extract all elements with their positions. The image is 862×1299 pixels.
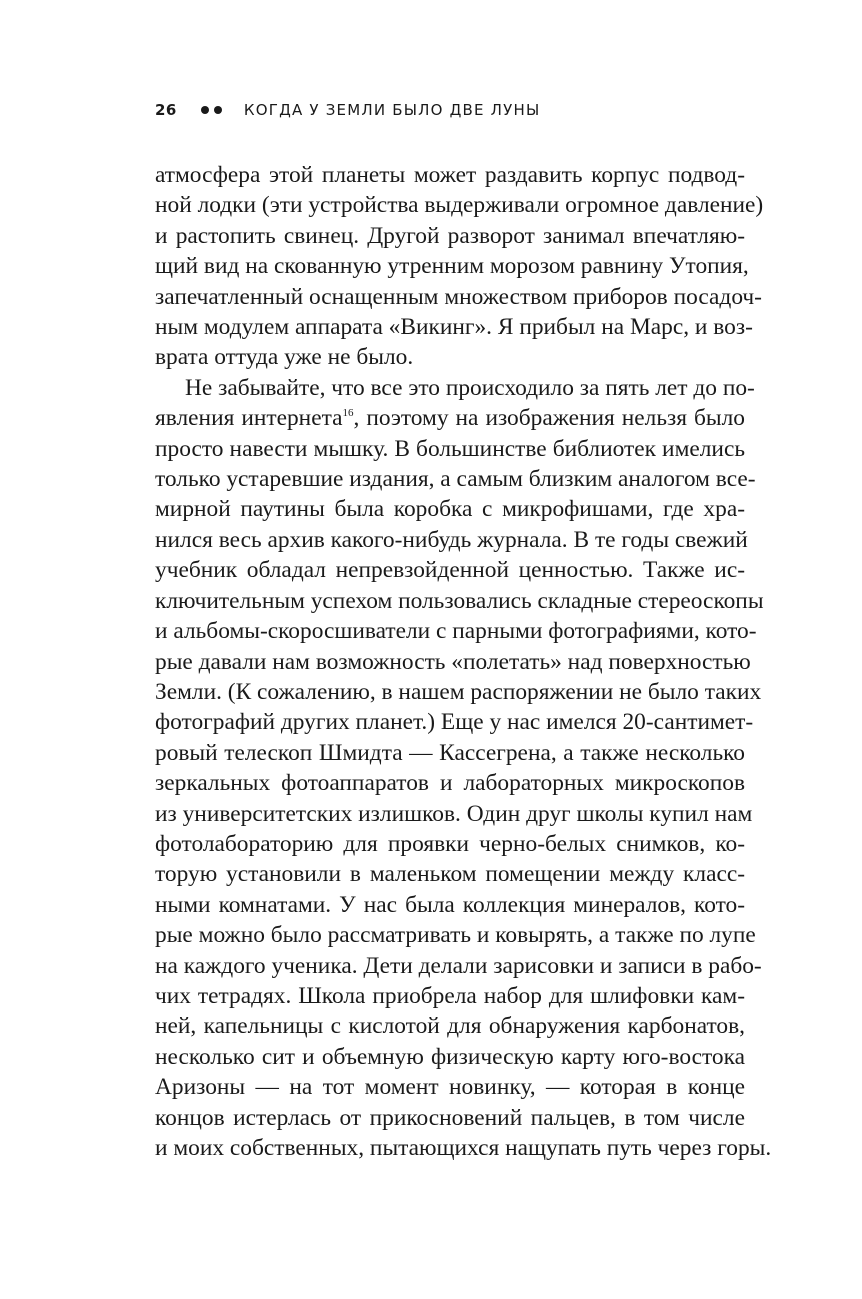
footnote-reference[interactable]: 16 bbox=[342, 407, 354, 420]
text-line: Аризоны — на тот момент новинку, — которая в конце bbox=[155, 1074, 745, 1101]
header-separator-dots bbox=[201, 106, 222, 114]
text-line: и растопить свинец. Другой разворот занимал впечатляю- bbox=[155, 222, 745, 249]
text-line: запечатленный оснащенным множеством приборов посадоч- bbox=[155, 283, 762, 310]
text-line: атмосфера этой планеты может раздавить корпус подвод- bbox=[155, 162, 745, 188]
text-line: нился весь архив какого-нибудь журнала. В те годы свежий bbox=[155, 526, 748, 553]
text-line: и альбомы-скоросшиватели с парными фотографиями, кото- bbox=[155, 618, 757, 645]
text-line: торую установили в маленьком помещении между класс- bbox=[155, 861, 745, 888]
footnote-line-before: явления интернета bbox=[155, 405, 343, 432]
text-line: из университетских излишков. Один друг школы купил нам bbox=[155, 800, 753, 827]
text-line: учебник обладал непревзойденной ценностью. Также ис- bbox=[155, 557, 745, 584]
text-line: мирной паутины была коробка с микрофишами, где хра- bbox=[155, 496, 745, 523]
text-line: ключительным успехом пользовались складные стереоскопы bbox=[155, 587, 764, 614]
paragraph-first-line: Не забывайте, что все это происходило за пять лет до по- bbox=[185, 374, 755, 401]
text-line: ным модулем аппарата «Викинг». Я прибыл на Марс, и воз- bbox=[155, 314, 753, 341]
body-text bbox=[155, 160, 772, 1163]
text-line: и моих собственных, пытающихся нащупать путь через горы. bbox=[155, 1135, 772, 1161]
text-line: врата оттуда уже не было. bbox=[155, 344, 414, 371]
text-line: ровый телескоп Шмидта — Кассегрена, а также несколько bbox=[155, 739, 745, 766]
text-line: только устаревшие издания, а самым близким аналогом все- bbox=[155, 466, 756, 493]
text-line: на каждого ученика. Дети делали зарисовки и записи в рабо- bbox=[155, 952, 762, 979]
text-line: ными комнатами. У нас была коллекция минералов, кото- bbox=[155, 891, 745, 918]
text-line: чих тетрадях. Школа приобрела набор для шлифовки кам- bbox=[155, 982, 745, 1009]
text-line: рые можно было рассматривать и ковырять, а также по лупе bbox=[155, 922, 756, 949]
text-line: фотолабораторию для проявки черно-белых снимков, ко- bbox=[155, 830, 745, 857]
footnote-line-after: , поэтому на изображения нельзя было bbox=[353, 405, 745, 432]
text-line: рые давали нам возможность «полетать» над поверхностью bbox=[155, 648, 751, 675]
page-number: 26 bbox=[155, 101, 177, 119]
text-line: Земли. (К сожалению, в нашем распоряжении не было таких bbox=[155, 678, 762, 705]
text-line-with-footnote bbox=[155, 403, 745, 433]
text-line: просто навести мышку. В большинстве библиотек имелись bbox=[155, 435, 745, 462]
text-line: несколько сит и объемную физическую карту юго-востока bbox=[155, 1043, 745, 1070]
text-line: концов истерлась от прикосновений пальцев, в том числе bbox=[155, 1104, 745, 1131]
running-header bbox=[155, 99, 540, 121]
text-line: ной лодки (эти устройства выдерживали огромное давление) bbox=[155, 192, 764, 219]
text-line: зеркальных фотоаппаратов и лабораторных микроскопов bbox=[155, 770, 745, 797]
text-line: щий вид на скованную утренним морозом равнину Утопия, bbox=[155, 253, 749, 280]
text-line: ней, капельницы с кислотой для обнаружения карбонатов, bbox=[155, 1013, 745, 1040]
running-title: КОГДА У ЗЕМЛИ БЫЛО ДВЕ ЛУНЫ bbox=[243, 101, 541, 119]
text-line: фотографий других планет.) Еще у нас имелся 20-сантимет- bbox=[155, 709, 754, 736]
